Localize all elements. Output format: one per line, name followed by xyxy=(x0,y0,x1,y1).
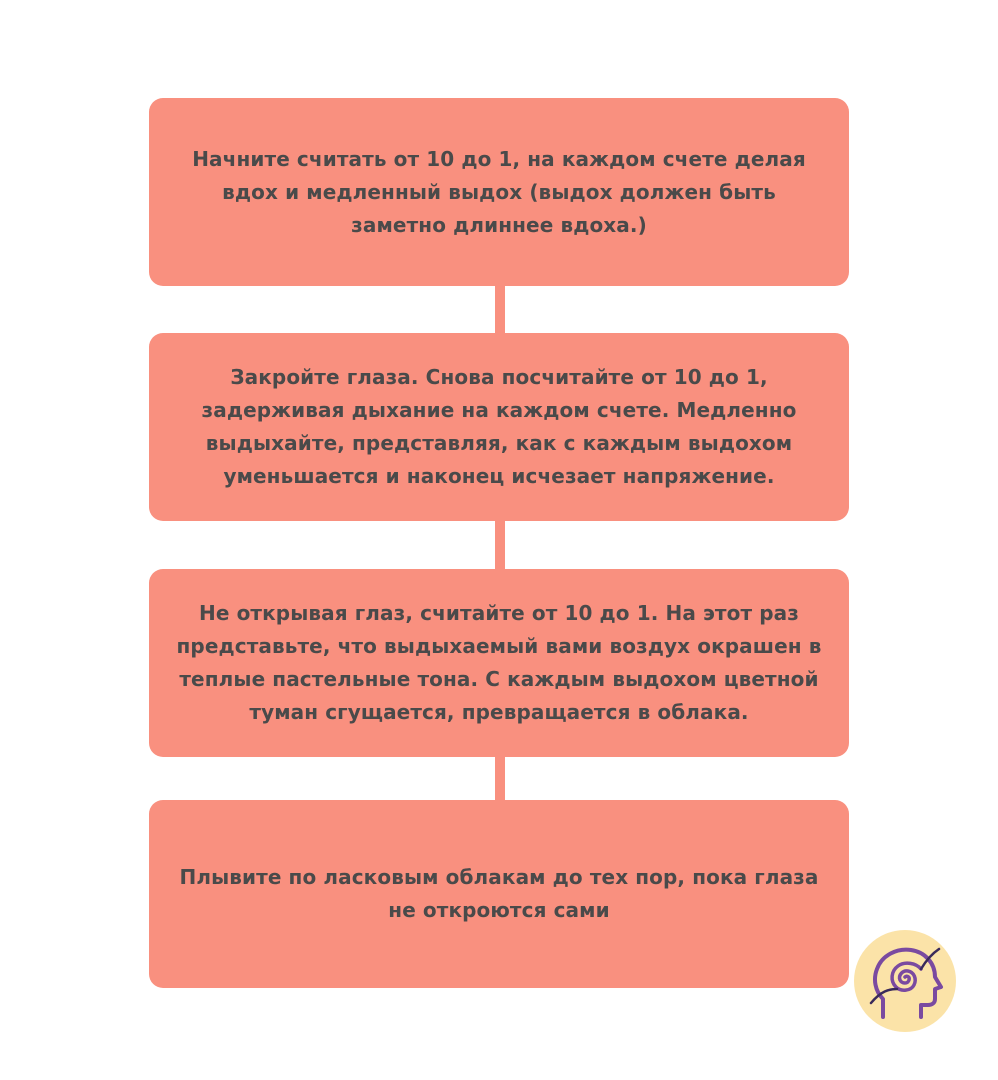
connector-1-2 xyxy=(495,286,505,333)
step-box-4 xyxy=(149,800,849,988)
step-box-1 xyxy=(149,98,849,286)
step-box-2 xyxy=(149,333,849,521)
head-spiral-icon xyxy=(853,929,957,1033)
step-box-3 xyxy=(149,569,849,757)
step-text-1: Начните считать от 10 до 1, на каждом счете делая вдох и медленный выдох (выдох должен быть заметно длиннее вдоха.) xyxy=(192,146,806,237)
connector-2-3 xyxy=(495,521,505,569)
step-text-3: Не открывая глаз, считайте от 10 до 1. На этот раз представьте, что выдыхаемый вами воздух окрашен в теплые пастельные тона. С каждым выдохом цветной туман сгущается, превращается в облака. xyxy=(176,601,822,724)
step-text-4: Плывите по ласковым облакам до тех пор, пока глаза не откроются сами xyxy=(179,865,819,922)
connector-3-4 xyxy=(495,757,505,800)
step-text-2: Закройте глаза. Снова посчитайте от 10 до 1, задерживая дыхание на каждом счете. Медленно выдыхайте, представляя, как с каждым выдохом уменьшается и наконец исчезает напряжение. xyxy=(201,365,797,488)
